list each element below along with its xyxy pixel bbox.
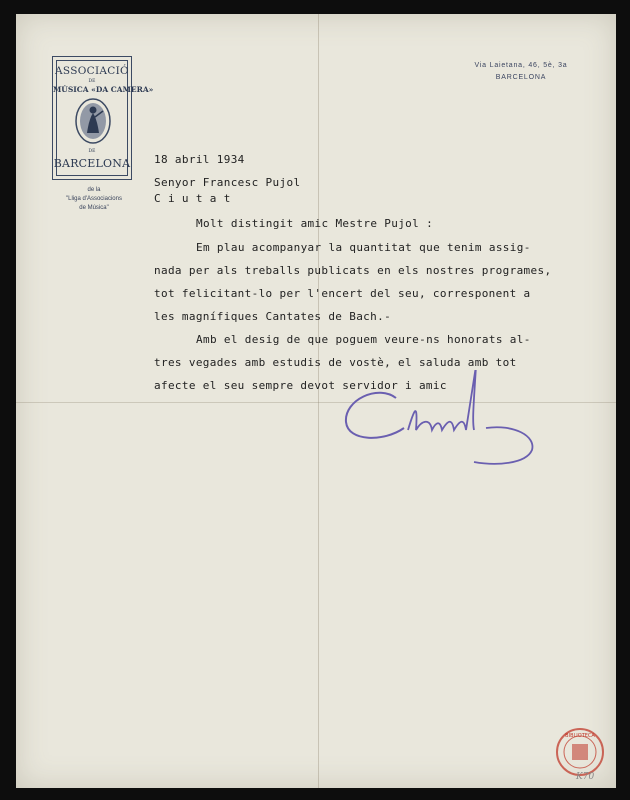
- logo-line-4: DE: [88, 149, 96, 154]
- stamp-text: BIBLIOTECA: [565, 733, 595, 739]
- letterhead-address: [446, 60, 596, 84]
- logo-line-5: BARCELONA: [53, 157, 131, 170]
- logo-line-3: MÚSICA «DA CAMERA»: [53, 85, 154, 94]
- emblem-icon: [73, 97, 113, 145]
- subtitle-line-1: de la: [87, 187, 101, 193]
- body-line: Amb el desig de que poguem veure-ns honorats al-: [196, 333, 531, 346]
- subtitle-line-2: "Lliga d'Associacions: [66, 196, 122, 202]
- fold-line-vertical: [318, 14, 319, 788]
- handwritten-signature: [336, 370, 536, 470]
- address-city: BARCELONA: [495, 74, 547, 81]
- subtitle-line-3: de Música": [79, 205, 109, 211]
- body-line: tot felicitant-lo per l'encert del seu, corresponent a: [154, 287, 531, 300]
- logo-line-1: ASSOCIACIÓ: [55, 65, 129, 77]
- body-line: les magnífiques Cantates de Bach.-: [154, 310, 392, 323]
- recipient-name: Senyor Francesc Pujol: [154, 176, 301, 189]
- body-line: Em plau acompanyar la quantitat que tenim assig-: [196, 241, 531, 254]
- recipient-city: C i u t a t: [154, 192, 231, 205]
- body-line: tres vegades amb estudis de vostè, el saluda amb tot: [154, 356, 517, 369]
- body-line: afecte el seu sempre devot servidor i amic: [154, 379, 447, 392]
- letter-date: 18 abril 1934: [154, 153, 245, 166]
- letterhead-subtitle: [44, 186, 144, 213]
- letterhead-logo: [52, 56, 154, 180]
- logo-line-2: DE: [88, 79, 96, 84]
- body-line: nada per als treballs publicats en els nostres programes,: [154, 264, 552, 277]
- address-street: Via Laietana, 46, 5è, 3a: [474, 62, 568, 69]
- archive-stamp: [554, 726, 606, 778]
- pencil-mark: K70: [576, 772, 595, 782]
- salutation: Molt distingit amic Mestre Pujol :: [196, 217, 434, 230]
- letter-page: [16, 14, 616, 788]
